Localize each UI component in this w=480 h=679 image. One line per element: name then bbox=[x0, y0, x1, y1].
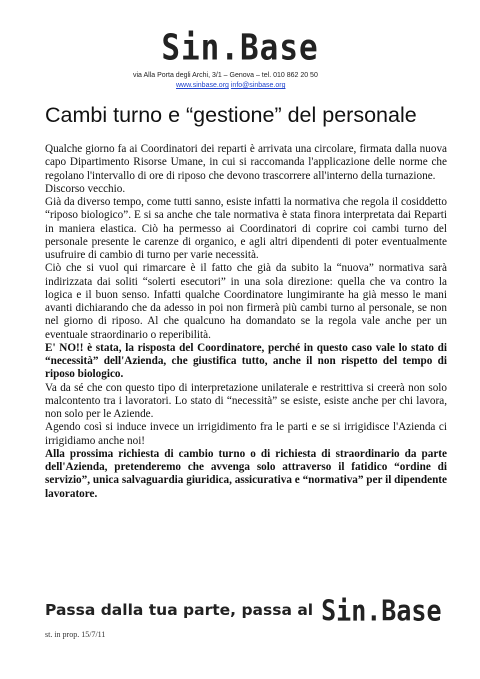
contacts-line bbox=[176, 82, 376, 89]
paragraph: Qualche giorno fa ai Coordinatori dei reparti è arrivata una circolare, firmata dalla nuova capo Dipartimento Risorse Umane, in cui si raccomanda l'applicazione delle norme che regolano l'intervallo di ore di riposo che devono trascorrere all'interno della turnazione. bbox=[45, 143, 447, 182]
sinbase-footer-logo: Sin.Base bbox=[321, 593, 442, 627]
paragraph: Va da sé che con questo tipo di interpretazione unilaterale e restrittiva si creerà non solo malcontento tra i lavoratori. Lo stato di “necessità” se esiste, esiste anche per chi lavora, non solo per le Aziende. bbox=[45, 381, 447, 420]
footer-slogan: Passa dalla tua parte, passa al bbox=[45, 601, 314, 619]
website-link[interactable]: www.sinbase.org bbox=[176, 82, 229, 89]
email-link[interactable]: info@sinbase.org bbox=[230, 82, 286, 89]
print-note: st. in prop. 15/7/11 bbox=[45, 630, 106, 639]
paragraph: Discorso vecchio. bbox=[45, 182, 126, 195]
paragraph: Già da diverso tempo, come tutti sanno, esiste infatti la normativa che regola il cosiddetto “riposo biologico”. E si sa anche che tale normativa è stata finora interpretata dai Reparti in maniera elastica. Ciò ha permesso ai Coordinatori di coprire coi cambi turno del personale presente le carenze di organico, e agli altri dipendenti di poter eventualmente usufruire di cambio di turno per varie necessità. bbox=[45, 196, 447, 261]
article-body bbox=[45, 143, 447, 501]
sinbase-logo: Sin.Base bbox=[161, 27, 319, 69]
paragraph: Ciò che si vuol qui rimarcare è il fatto che già da subito la “nuova” normativa sarà indirizzata dai soliti “solerti esecutori” in una sola direzione: quella che va contro la logica e il buon senso. Infatti qualche Coordinatore lungimirante ha già messo le mani avanti dichiarando che da adesso in poi non firmerà più cambi turno al personale, se non nel giorno di riposo. Al che qualcuno ha domandato se la regola vale anche per un eventuale straordinario o reperibilità. bbox=[45, 262, 447, 341]
paragraph-bold: Alla prossima richiesta di cambio turno o di richiesta di straordinario da parte dell'Azienda, pretenderemo che avvenga solo attraverso il fatidico “ordine di servizio”, unica salvaguardia giuridica, assicurativa e “normativa” per il dipendente lavoratore. bbox=[45, 447, 447, 500]
paragraph-bold: E' NO!! è stata, la risposta del Coordinatore, perché in questo caso vale lo stato di “necessità” dell'Azienda, che giustifica tutto, anche il non rispetto del tempo di riposo biologico. bbox=[45, 341, 447, 381]
page-title: Cambi turno e “gestione” del personale bbox=[45, 103, 417, 127]
address-line: via Alla Porta degli Archi, 3/1 – Genova – tel. 010 862 20 50 bbox=[133, 72, 318, 79]
footer-slogan-line bbox=[45, 593, 465, 627]
paragraph: Agendo così si induce invece un irrigidimento fra le parti e se si irrigidisce l'Azienda ci irrigidiamo anche noi! bbox=[45, 421, 447, 447]
